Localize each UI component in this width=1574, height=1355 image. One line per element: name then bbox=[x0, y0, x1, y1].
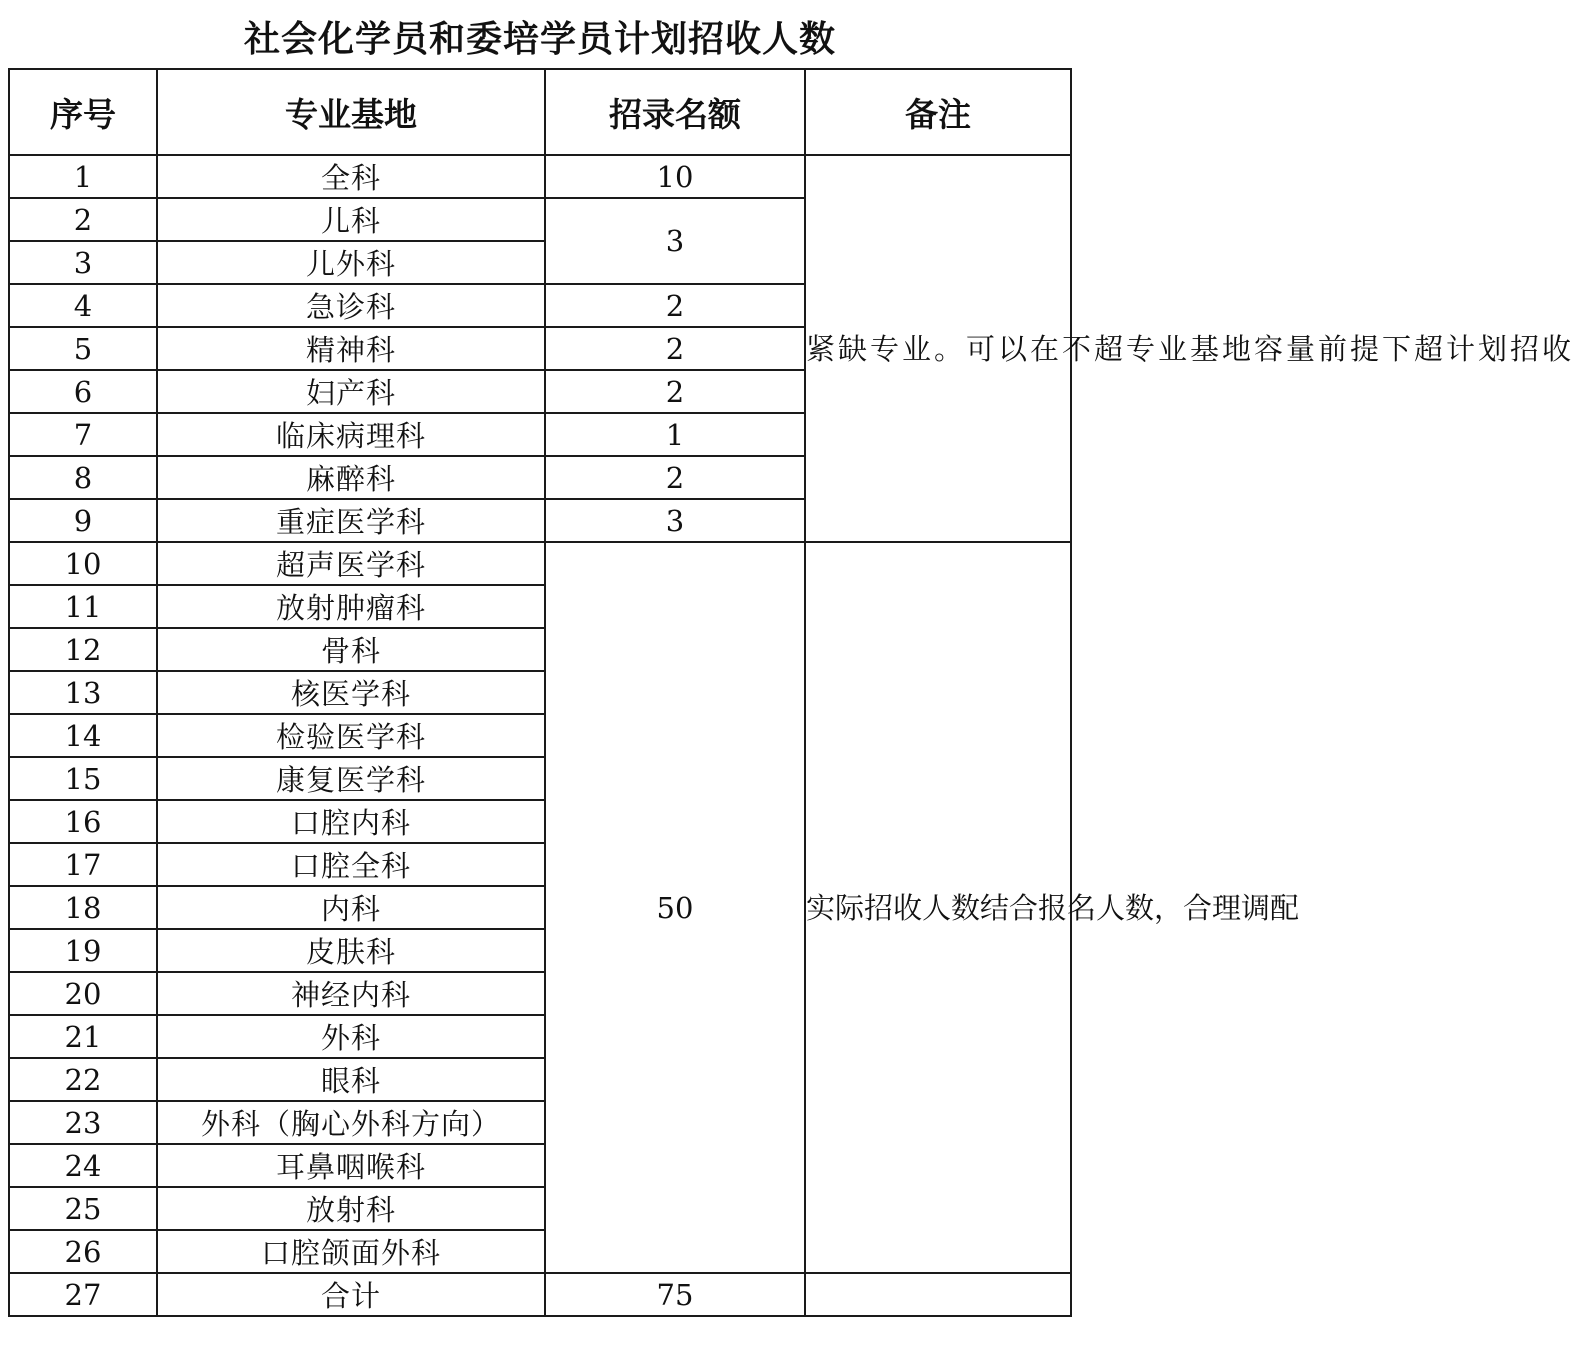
row-no: 6 bbox=[9, 370, 157, 413]
note-allocation: 实际招收人数结合报名人数，合理调配 bbox=[805, 542, 1071, 1273]
row-no: 27 bbox=[9, 1273, 157, 1316]
row-no: 16 bbox=[9, 800, 157, 843]
row-no: 10 bbox=[9, 542, 157, 585]
header-row bbox=[9, 69, 1071, 155]
row-base: 口腔内科 bbox=[157, 800, 545, 843]
row-no: 26 bbox=[9, 1230, 157, 1273]
row-base: 超声医学科 bbox=[157, 542, 545, 585]
row-base: 眼科 bbox=[157, 1058, 545, 1101]
row-base: 放射肿瘤科 bbox=[157, 585, 545, 628]
row-quota: 2 bbox=[545, 370, 805, 413]
row-no: 21 bbox=[9, 1015, 157, 1058]
table-row bbox=[9, 155, 1071, 198]
row-quota: 3 bbox=[545, 499, 805, 542]
total-label: 合计 bbox=[157, 1273, 545, 1316]
row-no: 1 bbox=[9, 155, 157, 198]
row-base: 骨科 bbox=[157, 628, 545, 671]
row-base: 核医学科 bbox=[157, 671, 545, 714]
row-no: 23 bbox=[9, 1101, 157, 1144]
row-no: 15 bbox=[9, 757, 157, 800]
row-base: 儿外科 bbox=[157, 241, 545, 284]
row-base: 放射科 bbox=[157, 1187, 545, 1230]
row-base: 口腔全科 bbox=[157, 843, 545, 886]
row-base: 外科 bbox=[157, 1015, 545, 1058]
row-base: 耳鼻咽喉科 bbox=[157, 1144, 545, 1187]
row-no: 11 bbox=[9, 585, 157, 628]
row-quota: 50 bbox=[545, 542, 805, 1273]
row-base: 精神科 bbox=[157, 327, 545, 370]
row-no: 13 bbox=[9, 671, 157, 714]
row-base: 内科 bbox=[157, 886, 545, 929]
note-shortage: 紧缺专业。可以在不超专业基地容量前提下超计划招收 bbox=[805, 155, 1071, 542]
row-base: 临床病理科 bbox=[157, 413, 545, 456]
row-no: 9 bbox=[9, 499, 157, 542]
row-no: 22 bbox=[9, 1058, 157, 1101]
row-quota: 2 bbox=[545, 456, 805, 499]
row-no: 24 bbox=[9, 1144, 157, 1187]
total-row bbox=[9, 1273, 1071, 1316]
row-no: 3 bbox=[9, 241, 157, 284]
header-base: 专业基地 bbox=[157, 69, 545, 155]
table-row bbox=[9, 542, 1071, 585]
row-quota: 2 bbox=[545, 327, 805, 370]
row-no: 12 bbox=[9, 628, 157, 671]
table-title: 社会化学员和委培学员计划招收人数 bbox=[243, 18, 836, 60]
row-base: 全科 bbox=[157, 155, 545, 198]
row-quota: 2 bbox=[545, 284, 805, 327]
row-no: 17 bbox=[9, 843, 157, 886]
row-base: 儿科 bbox=[157, 198, 545, 241]
row-quota: 3 bbox=[545, 198, 805, 284]
row-no: 19 bbox=[9, 929, 157, 972]
row-base: 麻醉科 bbox=[157, 456, 545, 499]
row-base: 外科（胸心外科方向） bbox=[157, 1101, 545, 1144]
row-base: 口腔颌面外科 bbox=[157, 1230, 545, 1273]
row-base: 检验医学科 bbox=[157, 714, 545, 757]
header-no: 序号 bbox=[9, 69, 157, 155]
row-quota: 1 bbox=[545, 413, 805, 456]
total-quota: 75 bbox=[545, 1273, 805, 1316]
row-base: 妇产科 bbox=[157, 370, 545, 413]
header-quota: 招录名额 bbox=[545, 69, 805, 155]
row-no: 8 bbox=[9, 456, 157, 499]
total-note-empty bbox=[805, 1273, 1071, 1316]
row-quota: 10 bbox=[545, 155, 805, 198]
row-base: 神经内科 bbox=[157, 972, 545, 1015]
row-no: 20 bbox=[9, 972, 157, 1015]
row-no: 25 bbox=[9, 1187, 157, 1230]
row-no: 5 bbox=[9, 327, 157, 370]
row-no: 2 bbox=[9, 198, 157, 241]
row-no: 7 bbox=[9, 413, 157, 456]
enrollment-table bbox=[8, 68, 1574, 1317]
row-base: 皮肤科 bbox=[157, 929, 545, 972]
row-no: 14 bbox=[9, 714, 157, 757]
header-note: 备注 bbox=[805, 69, 1071, 155]
row-no: 4 bbox=[9, 284, 157, 327]
row-no: 18 bbox=[9, 886, 157, 929]
row-base: 重症医学科 bbox=[157, 499, 545, 542]
row-base: 急诊科 bbox=[157, 284, 545, 327]
row-base: 康复医学科 bbox=[157, 757, 545, 800]
